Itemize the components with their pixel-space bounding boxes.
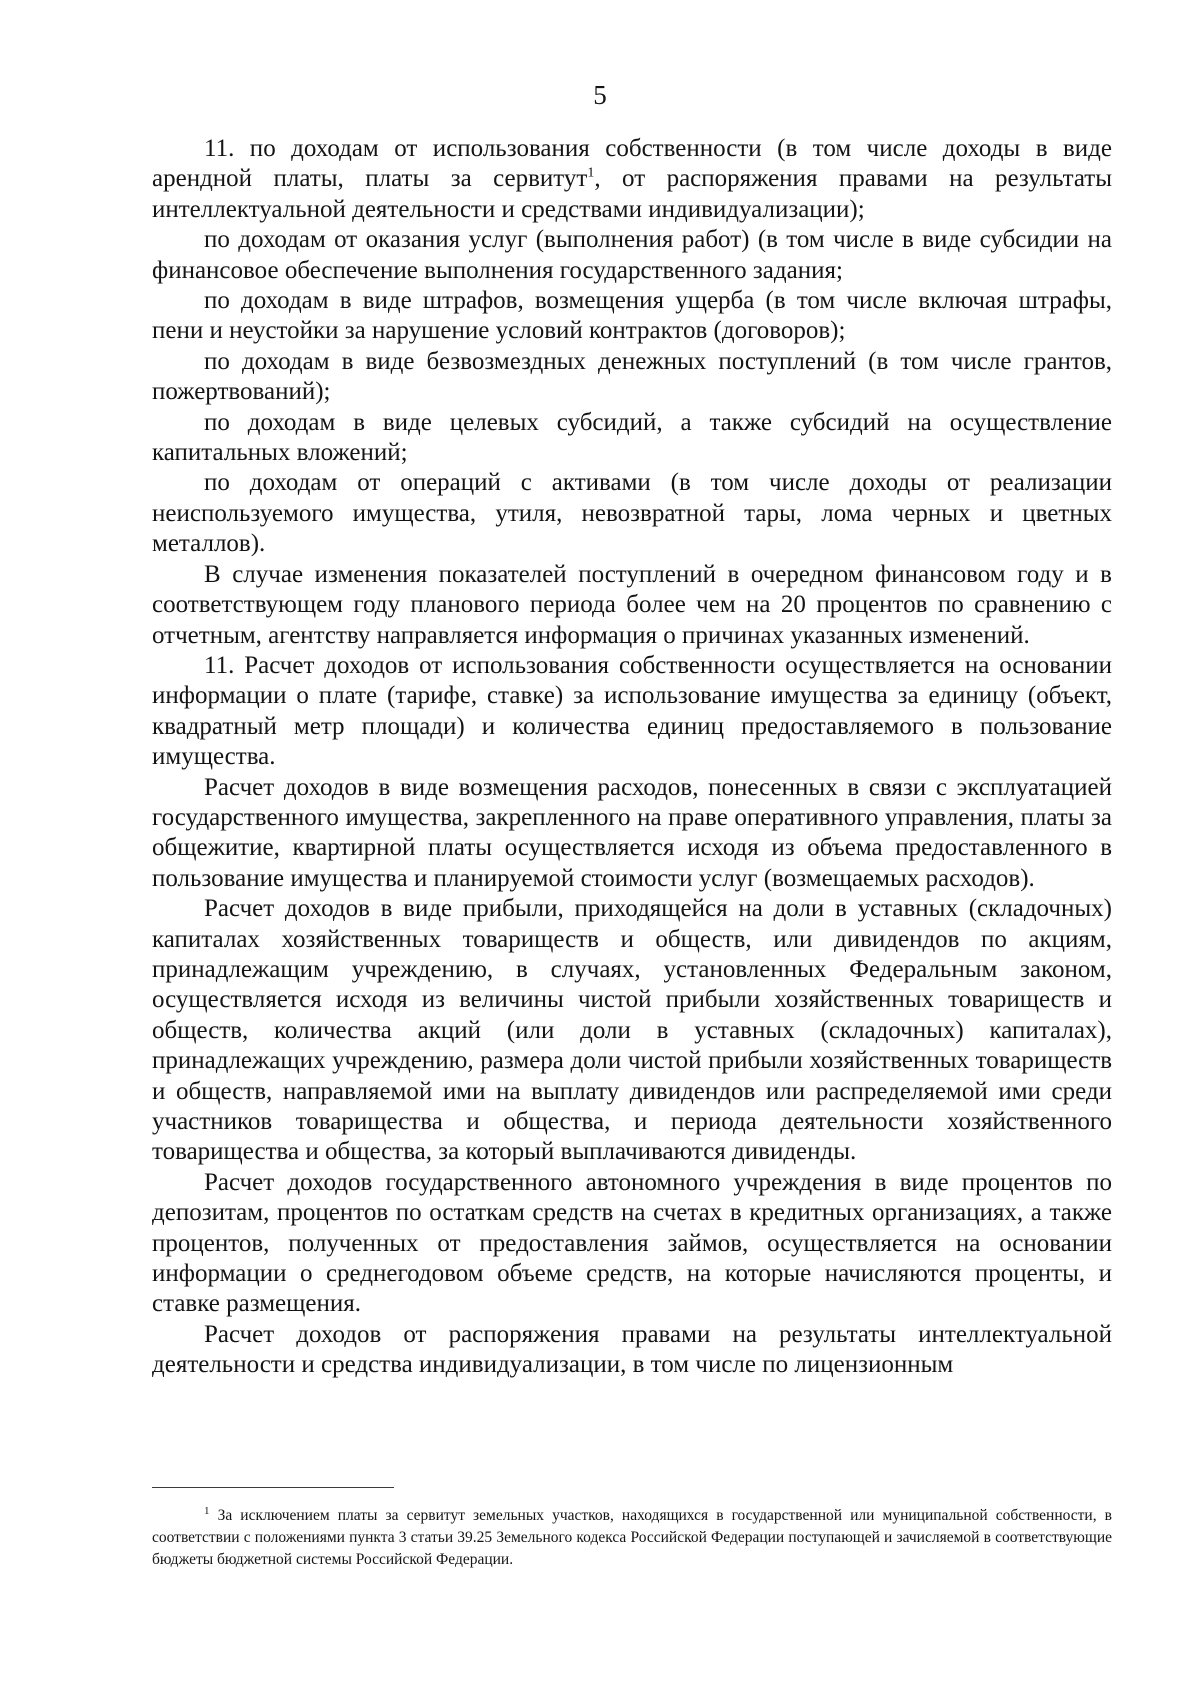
footnote-text: За исключением платы за сервитут земельных участков, находящихся в государственной или муниципальной собственности, в соответствии с положениями пункта 3 статьи 39.25 Земельного кодекса Российской Федерации поступающей и зачисляемой в соответствующие бюджеты бюджетной системы Российской Федерации. bbox=[152, 1507, 1112, 1568]
footnote bbox=[152, 1505, 1112, 1571]
paragraph-profit-dividends: Расчет доходов в виде прибыли, приходящейся на доли в уставных (складочных) капиталах хозяйственных товариществ и обществ, или дивидендов по акциям, принадлежащим учреждению, в случаях, установленных Федеральным законом, осуществляется исходя из величины чистой прибыли хозяйственных товариществ и обществ, количества акций (или доли в уставных (складочных) капиталах), принадлежащих учреждению, размера доли чистой прибыли хозяйственных товариществ и обществ, направляемой ими на выплату дивидендов или распределяемой ими среди участников товарищества и общества, и периода деятельности хозяйственного товарищества и общества, за который выплачиваются дивиденды. bbox=[152, 895, 1112, 1166]
paragraph-intellectual-property: Расчет доходов от распоряжения правами на результаты интеллектуальной деятельности и средства индивидуализации, в том числе по лицензионным bbox=[152, 1320, 1112, 1379]
footnote-reference: 1 bbox=[587, 166, 595, 182]
body-text bbox=[152, 134, 1112, 1381]
footnote-divider bbox=[152, 1487, 394, 1488]
paragraph-gratuitous-receipts: по доходам в виде безвозмездных денежных поступлений (в том числе грантов, пожертвований); bbox=[152, 347, 1112, 406]
paragraph-asset-operations: по доходам от операций с активами (в том числе доходы от реализации неиспользуемого имущества, утиля, невозвратной тары, лома черных и цветных металлов). bbox=[152, 469, 1112, 558]
footnote-marker: 1 bbox=[204, 1504, 210, 1517]
paragraph-expense-reimbursement: Расчет доходов в виде возмещения расходов, понесенных в связи с эксплуатацией государственного имущества, закрепленного на праве оперативного управления, платы за общежитие, квартирной платы осуществляется исходя из объема предоставленного в пользование имущества и планируемой стоимости услуг (возмещаемых расходов). bbox=[152, 773, 1112, 892]
paragraph-item-11-revenue-from-property bbox=[152, 134, 1112, 225]
paragraph-text-end: , от распоряжения правами на результаты интеллектуальной деятельности и средствами индивидуализации); bbox=[152, 165, 1112, 223]
paragraph-property-use-calculation: 11. Расчет доходов от использования собственности осуществляется на основании информации о плате (тарифе, ставке) за использование имущества за единицу (объект, квадратный метр площади) и количества единиц предоставляемого в пользование имущества. bbox=[152, 651, 1112, 771]
paragraph-fines-revenue: по доходам в виде штрафов, возмещения ущерба (в том числе включая штрафы, пени и неустойки за нарушение условий контрактов (договоров); bbox=[152, 287, 1112, 345]
paragraph-text-start: 11. по доходам от использования собственности (в том числе доходы в виде арендной платы, платы за сервитут bbox=[152, 135, 1112, 193]
page-number: 5 bbox=[593, 80, 607, 110]
paragraph-deposit-interest: Расчет доходов государственного автономного учреждения в виде процентов по депозитам, процентов по остаткам средств на счетах в кредитных организациях, а также процентов, полученных от предоставления займов, осуществляется на основании информации о среднегодовом объеме средств, на которые начисляются проценты, и ставке размещения. bbox=[152, 1168, 1112, 1318]
paragraph-target-subsidies: по доходам в виде целевых субсидий, а также субсидий на осуществление капитальных вложений; bbox=[152, 408, 1112, 467]
paragraph-services-revenue: по доходам от оказания услуг (выполнения работ) (в том числе в виде субсидии на финансовое обеспечение выполнения государственного задания; bbox=[152, 226, 1112, 284]
paragraph-indicator-changes: В случае изменения показателей поступлений в очередном финансовом году и в соответствующем году планового периода более чем на 20 процентов по сравнению с отчетным, агентству направляется информация о причинах указанных изменений. bbox=[152, 560, 1112, 649]
